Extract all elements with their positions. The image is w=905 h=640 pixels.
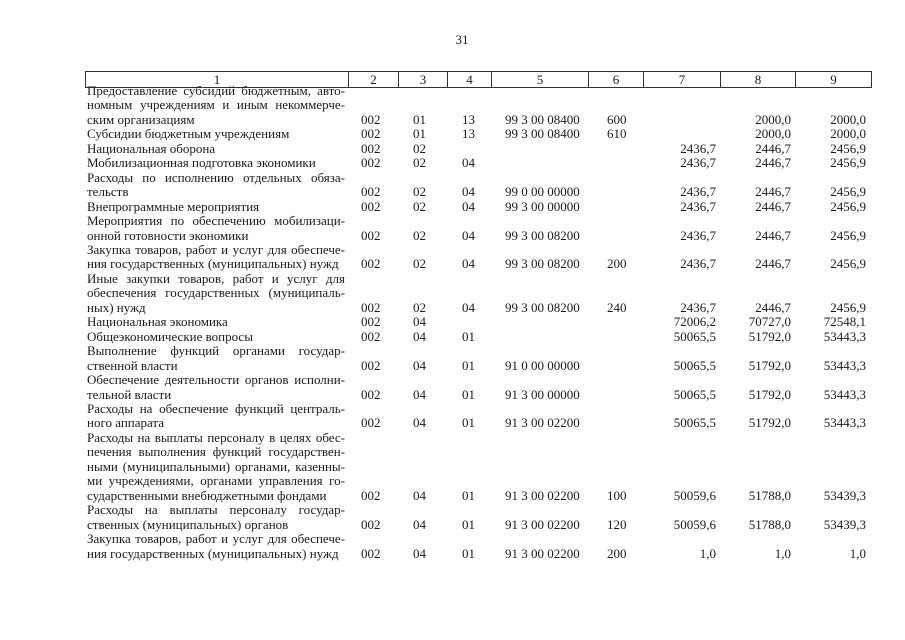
description-line: ного аппарата — [87, 415, 165, 431]
amount-col7: 50065,5 — [673, 415, 716, 431]
column-header-6: 6 — [589, 72, 644, 87]
gr-code: 002 — [361, 328, 381, 344]
amount-col7: 50059,6 — [673, 487, 716, 503]
table-row — [85, 344, 870, 373]
row-description — [85, 330, 348, 344]
column-header-9: 9 — [830, 72, 837, 87]
expense-type: 120 — [607, 516, 627, 532]
gr-code: 002 — [361, 545, 381, 561]
description-line: Выполнение функций органами государ- — [87, 343, 345, 359]
table-row — [85, 214, 870, 243]
amount-col9: 53439,3 — [823, 487, 866, 503]
amount-col7: 50065,5 — [673, 357, 716, 373]
amount-col9: 1,0 — [849, 545, 866, 561]
table-row — [85, 84, 870, 127]
row-description — [85, 214, 348, 243]
expense-type: 240 — [607, 299, 627, 315]
amount-col8: 51792,0 — [748, 386, 791, 402]
amount-col9: 2456,9 — [830, 227, 866, 243]
table-row — [85, 142, 870, 156]
amount-col8: 2000,0 — [755, 126, 791, 142]
gr-code: 002 — [361, 516, 381, 532]
amount-col7: 2436,7 — [680, 184, 716, 200]
amount-col8: 2446,7 — [755, 140, 791, 156]
target-article: 99 3 00 00000 — [505, 198, 580, 214]
section-code: 01 — [413, 111, 426, 127]
row-description — [85, 315, 348, 329]
amount-col8: 2000,0 — [755, 111, 791, 127]
description-line: тельной власти — [87, 386, 172, 402]
description-line: онной готовности экономики — [87, 227, 249, 243]
gr-code: 002 — [361, 487, 381, 503]
description-line: Мобилизационная подготовка экономики — [87, 155, 316, 171]
section-code: 02 — [413, 256, 426, 272]
row-description — [85, 84, 348, 127]
subsection-code: 04 — [462, 299, 475, 315]
target-article: 91 0 00 00000 — [505, 357, 580, 373]
description-line: Расходы по исполнению отдельных обяза- — [87, 169, 345, 185]
gr-code: 002 — [361, 184, 381, 200]
amount-col9: 2456,9 — [830, 299, 866, 315]
section-code: 04 — [413, 357, 426, 373]
subsection-code: 04 — [462, 227, 475, 243]
amount-col9: 72548,1 — [823, 314, 866, 330]
description-line: обеспечения государственных (муниципаль- — [87, 285, 345, 301]
amount-col7: 2436,7 — [680, 140, 716, 156]
column-header-4: 4 — [448, 72, 492, 87]
target-article: 99 3 00 08200 — [505, 299, 580, 315]
description-line: ственных (муниципальных) органов — [87, 516, 289, 532]
amount-col7: 1,0 — [699, 545, 716, 561]
amount-col8: 2446,7 — [755, 299, 791, 315]
column-header-5: 5 — [492, 72, 589, 87]
amount-col7: 2436,7 — [680, 256, 716, 272]
amount-col9: 2456,9 — [830, 184, 866, 200]
row-description — [85, 243, 348, 272]
section-code: 02 — [413, 140, 426, 156]
amount-col8: 51792,0 — [748, 328, 791, 344]
description-line: ными (муниципальными) органами, казенны- — [87, 458, 345, 474]
amount-col8: 70727,0 — [748, 314, 791, 330]
description-line: Внепрограммные мероприятия — [87, 198, 260, 214]
description-line: тельств — [87, 184, 129, 200]
amount-col8: 2446,7 — [755, 256, 791, 272]
amount-col9: 53443,3 — [823, 386, 866, 402]
table-row — [85, 532, 870, 561]
column-header-3: 3 — [399, 72, 448, 87]
subsection-code: 01 — [462, 516, 475, 532]
subsection-code: 01 — [462, 545, 475, 561]
description-line: сударственными внебюджетными фондами — [87, 487, 327, 503]
amount-col8: 51788,0 — [748, 487, 791, 503]
row-description — [85, 127, 348, 141]
subsection-code: 01 — [462, 357, 475, 373]
subsection-code: 13 — [462, 111, 475, 127]
table-row — [85, 315, 870, 329]
description-line: номным учреждениям и иным некоммерче- — [87, 97, 345, 113]
description-line: Закупка товаров, работ и услуг для обеспече- — [87, 241, 345, 257]
row-description — [85, 272, 348, 315]
section-code: 02 — [413, 299, 426, 315]
subsection-code: 01 — [462, 328, 475, 344]
section-code: 04 — [413, 328, 426, 344]
amount-col7: 50065,5 — [673, 386, 716, 402]
table-row — [85, 243, 870, 272]
gr-code: 002 — [361, 314, 381, 330]
amount-col7: 72006,2 — [673, 314, 716, 330]
amount-col8: 51792,0 — [748, 415, 791, 431]
target-article: 91 3 00 02200 — [505, 487, 580, 503]
amount-col7: 2436,7 — [680, 227, 716, 243]
subsection-code: 04 — [462, 184, 475, 200]
section-code: 04 — [413, 487, 426, 503]
description-line: Субсидии бюджетным учреждениям — [87, 126, 290, 142]
amount-col8: 2446,7 — [755, 227, 791, 243]
table-row — [85, 200, 870, 214]
table-row — [85, 127, 870, 141]
gr-code: 002 — [361, 111, 381, 127]
target-article: 91 3 00 02200 — [505, 516, 580, 532]
amount-col8: 2446,7 — [755, 198, 791, 214]
row-description — [85, 142, 348, 156]
table-row — [85, 272, 870, 315]
row-description — [85, 200, 348, 214]
amount-col9: 2000,0 — [830, 111, 866, 127]
gr-code: 002 — [361, 140, 381, 156]
row-description — [85, 431, 348, 503]
table-row — [85, 402, 870, 431]
target-article: 91 3 00 02200 — [505, 415, 580, 431]
gr-code: 002 — [361, 299, 381, 315]
row-description — [85, 171, 348, 200]
amount-col9: 2000,0 — [830, 126, 866, 142]
table-row — [85, 156, 870, 170]
subsection-code: 04 — [462, 256, 475, 272]
gr-code: 002 — [361, 198, 381, 214]
gr-code: 002 — [361, 227, 381, 243]
row-description — [85, 532, 348, 561]
description-line: Национальная оборона — [87, 140, 216, 156]
subsection-code: 13 — [462, 126, 475, 142]
row-description — [85, 156, 348, 170]
description-line: Иные закупки товаров, работ и услуг для — [87, 270, 345, 286]
section-code: 04 — [413, 516, 426, 532]
description-line: Обеспечение деятельности органов исполни- — [87, 372, 345, 388]
description-line: Расходы на выплаты персоналу в целях обес- — [87, 429, 345, 445]
subsection-code: 04 — [462, 198, 475, 214]
description-line: ским организациям — [87, 111, 195, 127]
amount-col8: 2446,7 — [755, 155, 791, 171]
gr-code: 002 — [361, 415, 381, 431]
column-header-1: 1 — [86, 72, 349, 87]
subsection-code: 01 — [462, 487, 475, 503]
description-line: ния государственных (муниципальных) нужд — [87, 545, 339, 561]
amount-col8: 51792,0 — [748, 357, 791, 373]
table-row — [85, 171, 870, 200]
expense-type: 600 — [607, 111, 627, 127]
target-article: 99 3 00 08400 — [505, 126, 580, 142]
amount-col9: 53443,3 — [823, 328, 866, 344]
expense-type: 100 — [607, 487, 627, 503]
expense-type: 200 — [607, 545, 627, 561]
table-row — [85, 503, 870, 532]
expense-type: 200 — [607, 256, 627, 272]
target-article: 99 3 00 08200 — [505, 227, 580, 243]
amount-col9: 2456,9 — [830, 256, 866, 272]
section-code: 02 — [413, 198, 426, 214]
subsection-code: 01 — [462, 386, 475, 402]
amount-col9: 2456,9 — [830, 155, 866, 171]
amount-col7: 2436,7 — [680, 299, 716, 315]
description-line: Расходы на выплаты персоналу государ- — [87, 502, 345, 518]
column-header-8: 8 — [721, 72, 796, 87]
target-article: 91 3 00 02200 — [505, 545, 580, 561]
column-header-7: 7 — [644, 72, 721, 87]
section-code: 01 — [413, 126, 426, 142]
amount-col7: 50065,5 — [673, 328, 716, 344]
gr-code: 002 — [361, 126, 381, 142]
budget-table — [85, 84, 870, 561]
amount-col8: 51788,0 — [748, 516, 791, 532]
description-line: ных) нужд — [87, 299, 146, 315]
amount-col9: 53443,3 — [823, 357, 866, 373]
section-code: 04 — [413, 415, 426, 431]
row-description — [85, 373, 348, 402]
table-row — [85, 330, 870, 344]
amount-col9: 53443,3 — [823, 415, 866, 431]
description-line: печения выполнения функций государствен- — [87, 444, 345, 460]
section-code: 02 — [413, 227, 426, 243]
row-description — [85, 503, 348, 532]
target-article: 99 3 00 08400 — [505, 111, 580, 127]
description-line: Расходы на обеспечение функций централь- — [87, 400, 345, 416]
description-line: Закупка товаров, работ и услуг для обеспече- — [87, 531, 345, 547]
section-code: 04 — [413, 314, 426, 330]
description-line: Мероприятия по обеспечению мобилизаци- — [87, 213, 345, 229]
subsection-code: 01 — [462, 415, 475, 431]
description-line: Национальная экономика — [87, 314, 228, 330]
section-code: 04 — [413, 545, 426, 561]
gr-code: 002 — [361, 386, 381, 402]
amount-col9: 2456,9 — [830, 140, 866, 156]
amount-col8: 1,0 — [774, 545, 791, 561]
description-line: ственной власти — [87, 357, 178, 373]
description-line: ми учреждениями, органами управления го- — [87, 473, 345, 489]
section-code: 02 — [413, 184, 426, 200]
target-article: 99 3 00 08200 — [505, 256, 580, 272]
description-line: Общеэкономические вопросы — [87, 328, 253, 344]
target-article: 91 3 00 00000 — [505, 386, 580, 402]
gr-code: 002 — [361, 155, 381, 171]
description-line: Предоставление субсидий бюджетным, авто- — [87, 83, 345, 98]
expense-type: 610 — [607, 126, 627, 142]
column-header-2: 2 — [349, 72, 399, 87]
table-row — [85, 373, 870, 402]
amount-col7: 2436,7 — [680, 155, 716, 171]
target-article: 99 0 00 00000 — [505, 184, 580, 200]
row-description — [85, 402, 348, 431]
description-line: ния государственных (муниципальных) нужд — [87, 256, 339, 272]
subsection-code: 04 — [462, 155, 475, 171]
amount-col8: 2446,7 — [755, 184, 791, 200]
amount-col9: 2456,9 — [830, 198, 866, 214]
section-code: 02 — [413, 155, 426, 171]
amount-col7: 50059,6 — [673, 516, 716, 532]
amount-col9: 53439,3 — [823, 516, 866, 532]
page-number: 31 — [455, 32, 469, 47]
gr-code: 002 — [361, 357, 381, 373]
amount-col7: 2436,7 — [680, 198, 716, 214]
table-row — [85, 431, 870, 503]
row-description — [85, 344, 348, 373]
section-code: 04 — [413, 386, 426, 402]
gr-code: 002 — [361, 256, 381, 272]
